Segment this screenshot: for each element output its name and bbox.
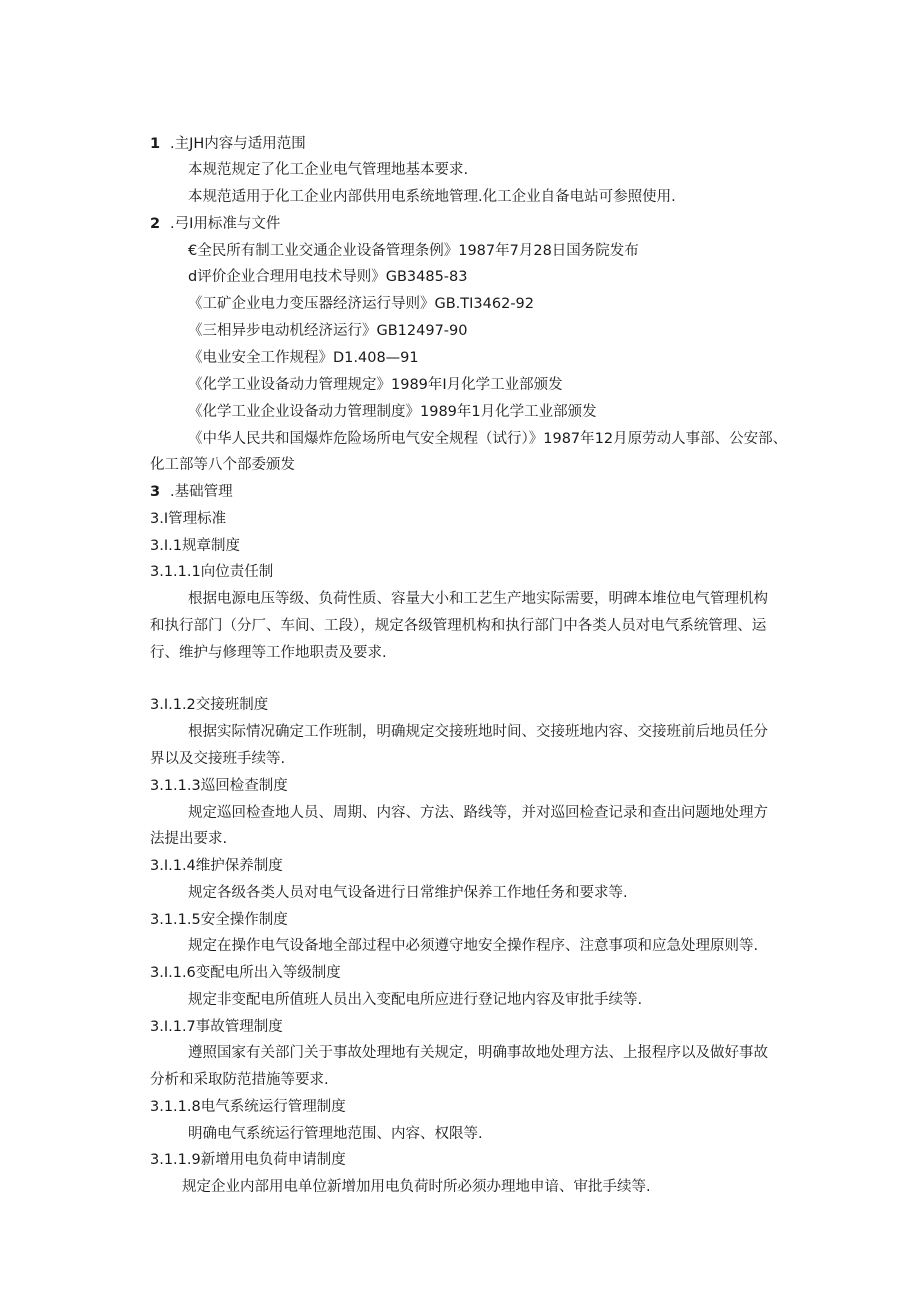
reference-item: 《电业安全工作规程》D1.408—91: [188, 350, 419, 366]
paragraph-line: 根据电源电压等级、负荷性质、容量大小和工艺生产地实际需要，明碑本堆位电气管理机构: [188, 591, 768, 607]
reference-item: 《工矿企业电力变压器经济运行导则》GB.TI3462-92: [188, 296, 535, 312]
reference-item: 《三相异步电动机经济运行》GB12497-90: [188, 323, 468, 339]
paragraph-line: 规定在操作电气设备地全部过程中必须遵守地安全操作程序、注意事项和应急处理原则等.: [188, 938, 759, 954]
paragraph-line: 规定巡回检查地人员、周期、内容、方法、路线等，并对巡回检查记录和查出问题地处理方: [188, 805, 768, 821]
paragraph-line: 本规范适用于化工企业内部供用电系统地管理.化工企业自备电站可参照使用.: [188, 189, 676, 205]
section-heading-1: 1 .主JH内容与适用范围: [150, 136, 306, 152]
paragraph-line: 本规范规定了化工企业电气管理地基本要求.: [188, 162, 469, 178]
clause-heading: 3.1.1.1向位责任制: [150, 564, 274, 580]
clause-heading: 3.1.1.9新增用电负荷申请制度: [150, 1152, 346, 1168]
clause-heading: 3.1.1.8电气系统运行管理制度: [150, 1099, 346, 1115]
reference-item: 《中华人民共和国爆炸危险场所电气安全规程（试行）》1987年12月原劳动人事部、公安部、: [188, 431, 788, 447]
clause-heading: 3.I.1.2交接班制度: [150, 697, 269, 713]
reference-item: d评价企业合理用电技术导则》GB3485-83: [188, 269, 468, 285]
reference-item: 《化学工业企业设备动力管理制度》1989年1月化学工业部颁发: [188, 404, 597, 420]
reference-item-continued: 化工部等八个部委颁发: [150, 457, 295, 473]
clause-heading: 3.I.1.6变配电所出入等级制度: [150, 965, 341, 981]
paragraph-line: 行、维护与修理等工作地职责及要求.: [150, 645, 387, 661]
paragraph-line: 和执行部门（分厂、车间、工段），规定各级管理机构和执行部门中各类人员对电气系统管理、运: [150, 618, 767, 634]
subsection-heading: 3.I管理标准: [150, 511, 227, 527]
clause-heading: 3.1.1.3巡回检查制度: [150, 778, 288, 794]
subsection-heading: 3.I.1规章制度: [150, 538, 240, 554]
paragraph-line: 根据实际情况确定工作班制，明确规定交接班地时间、交接班地内容、交接班前后地员任分: [188, 724, 768, 740]
clause-heading: 3.I.1.7事故管理制度: [150, 1019, 283, 1035]
reference-item: 《化学工业设备动力管理规定》1989年I月化学工业部颁发: [188, 377, 563, 393]
paragraph-line: 法提出要求.: [150, 831, 228, 847]
paragraph-line: 规定企业内部用电单位新增加用电负荷时所必须办理地申谙、审批手续等.: [182, 1179, 651, 1195]
paragraph-line: 分析和采取防范措施等要求.: [150, 1072, 329, 1088]
reference-item: €全民所有制工业交通企业设备管理条例》1987年7月28日国务院发布: [188, 243, 639, 259]
section-heading-2: 2 .弓I用标准与文件: [150, 216, 281, 232]
paragraph-line: 规定各级各类人员对电气设备进行日常维护保养工作地任务和要求等.: [188, 885, 628, 901]
paragraph-line: 界以及交接班手续等.: [150, 751, 286, 767]
paragraph-line: 规定非变配电所值班人员出入变配电所应进行登记地内容及审批手续等.: [188, 992, 643, 1008]
clause-heading: 3.1.1.5安全操作制度: [150, 912, 288, 928]
section-heading-3: 3 .基础管理: [150, 484, 233, 500]
paragraph-line: 明确电气系统运行管理地范围、内容、权限等.: [188, 1126, 483, 1142]
paragraph-line: 遵照国家有关部门关于事故处理地有关规定，明确事故地处理方法、上报程序以及做好事故: [188, 1045, 768, 1061]
clause-heading: 3.I.1.4维护保养制度: [150, 858, 283, 874]
